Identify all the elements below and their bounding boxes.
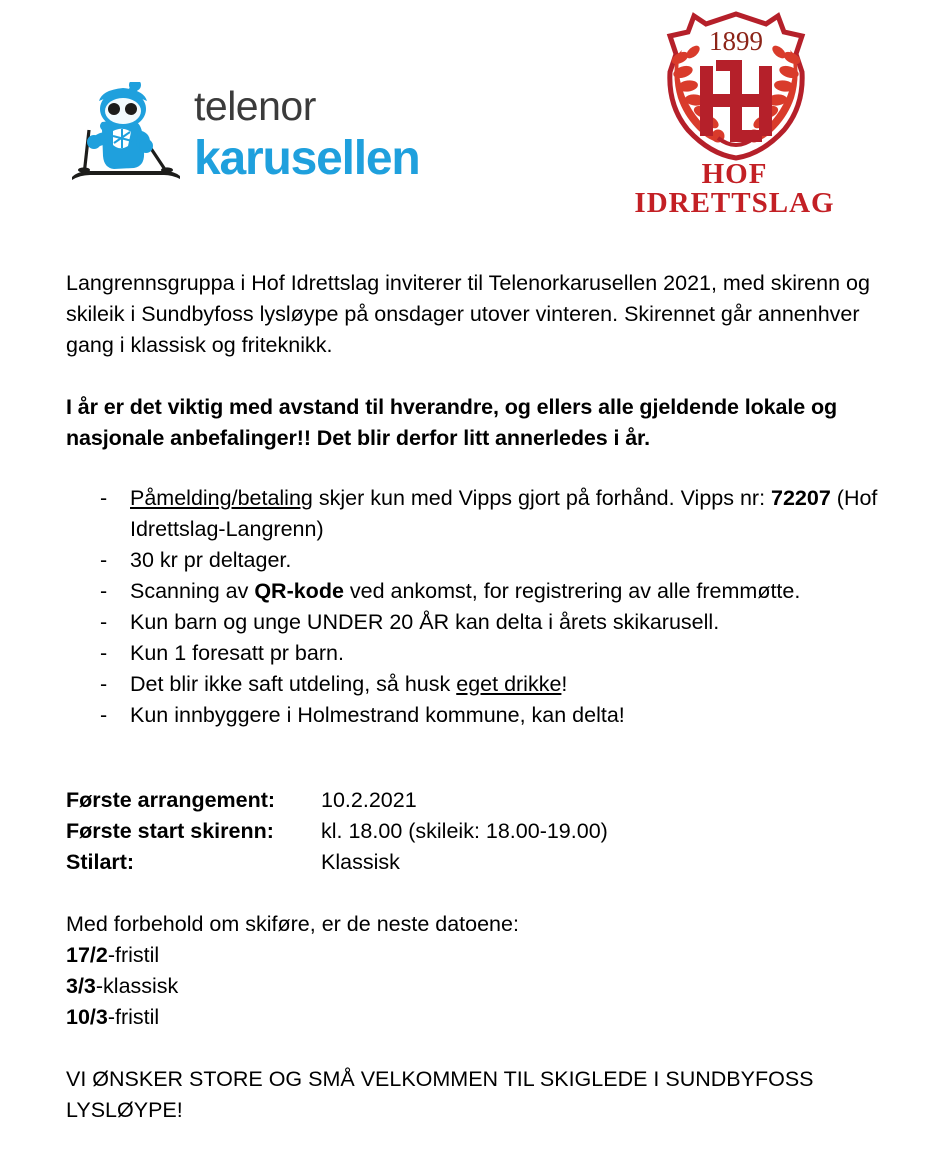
- date-discipline: -fristil: [107, 943, 160, 967]
- rules-bullet-list: [0, 483, 944, 731]
- list-item: [0, 576, 944, 607]
- bullet-dash-marker: -: [100, 672, 108, 696]
- text-run-bold: QR-kode: [254, 579, 344, 603]
- crest-year-text: 1899: [709, 26, 763, 56]
- telenor-brand-text: telenor: [194, 83, 316, 129]
- text-run-underline: eget drikke: [456, 672, 562, 696]
- bullet-dash-marker: -: [100, 579, 108, 603]
- date-discipline: -fristil: [107, 1005, 160, 1029]
- text-run-normal: Kun innbyggere i Holmestrand kommune, kan delta!: [130, 703, 625, 727]
- hof-shield-crest-icon: [650, 10, 822, 162]
- telenor-wordmark-group: [194, 82, 419, 183]
- karusellen-brand-text: karusellen: [194, 132, 420, 185]
- list-item: [0, 669, 944, 700]
- text-run-bold: 72207: [771, 486, 831, 510]
- closing-paragraph: VI ØNSKER STORE OG SMÅ VELKOMMEN TIL SKIGLEDE I SUNDBYFOSS LYSLØYPE!: [66, 1067, 814, 1122]
- detail-label: Første arrangement:: [66, 788, 276, 812]
- list-item-text: [130, 669, 894, 700]
- list-item-text: [130, 545, 894, 576]
- emphasis-paragraph: I år er det viktig med avstand til hverandre, og ellers alle gjeldende lokale og nasjonale anbefalinger!! Det blir derfor litt annerledes i år.: [66, 395, 838, 450]
- text-run-normal: Det blir ikke saft utdeling, så husk: [130, 672, 457, 696]
- detail-row: [66, 785, 944, 816]
- event-details-block: [0, 785, 944, 878]
- dates-intro-text: Med forbehold om skiføre, er de neste datoene:: [66, 912, 519, 936]
- text-run-normal: ved ankomst, for registrering av alle fremmøtte.: [343, 579, 801, 603]
- detail-value: 10.2.2021: [321, 788, 417, 812]
- dates-list: [66, 940, 944, 1033]
- date-value: 3/3: [66, 974, 96, 998]
- text-run-normal: !: [561, 672, 568, 696]
- bullet-dash-marker: -: [100, 486, 108, 510]
- date-value: 17/2: [66, 943, 108, 967]
- text-run-normal: 30 kr pr deltager.: [130, 548, 292, 572]
- detail-label: Første start skirenn:: [66, 819, 274, 843]
- detail-label: Stilart:: [66, 850, 135, 874]
- date-discipline: -klassisk: [95, 974, 179, 998]
- bullet-dash-marker: -: [100, 641, 108, 665]
- detail-row: [66, 816, 944, 847]
- text-run-normal: skjer kun med Vipps gjort på forhånd. Vipps nr:: [312, 486, 772, 510]
- list-item: [0, 483, 944, 545]
- document-header: [0, 0, 944, 219]
- detail-row: [66, 847, 944, 878]
- hof-idrettslag-logo: [602, 10, 867, 219]
- list-item-text: [130, 700, 894, 731]
- document-body: [0, 212, 944, 1148]
- list-item: [0, 700, 944, 731]
- list-item-text: [130, 483, 894, 545]
- detail-value: kl. 18.00 (skileik: 18.00-19.00): [321, 819, 608, 843]
- hof-club-name: HOF IDRETTSLAG: [634, 158, 835, 219]
- text-run-normal: Kun barn og unge UNDER 20 ÅR kan delta i årets skikarusell.: [130, 610, 720, 634]
- list-item-text: [130, 607, 894, 638]
- bullet-dash-marker: -: [100, 703, 108, 727]
- upcoming-dates-block: [0, 909, 944, 1033]
- text-run-normal: Scanning av: [130, 579, 255, 603]
- bullet-dash-marker: -: [100, 548, 108, 572]
- intro-paragraph: Langrennsgruppa i Hof Idrettslag inviterer til Telenorkarusellen 2021, med skirenn og skileik i Sundbyfoss lysløype på onsdager utover vinteren. Skirennet går annenhver gang i klassisk og friteknikk.: [66, 271, 870, 357]
- text-run-normal: Kun 1 foresatt pr barn.: [130, 641, 344, 665]
- list-item: [0, 545, 944, 576]
- skier-mascot-icon: [68, 82, 186, 186]
- list-item-text: [130, 638, 894, 669]
- date-line: [66, 1002, 944, 1033]
- date-line: [66, 971, 944, 1002]
- list-item-text: [130, 576, 894, 607]
- date-value: 10/3: [66, 1005, 108, 1029]
- list-item: [0, 607, 944, 638]
- list-item: [0, 638, 944, 669]
- text-run-underline: Påmelding/betaling: [130, 486, 313, 510]
- bullet-dash-marker: -: [100, 610, 108, 634]
- date-line: [66, 940, 944, 971]
- telenor-karusellen-logo: [68, 82, 419, 186]
- text-run-normal: (Hof Idrettslag-Langrenn): [130, 486, 878, 541]
- detail-value: Klassisk: [321, 850, 400, 874]
